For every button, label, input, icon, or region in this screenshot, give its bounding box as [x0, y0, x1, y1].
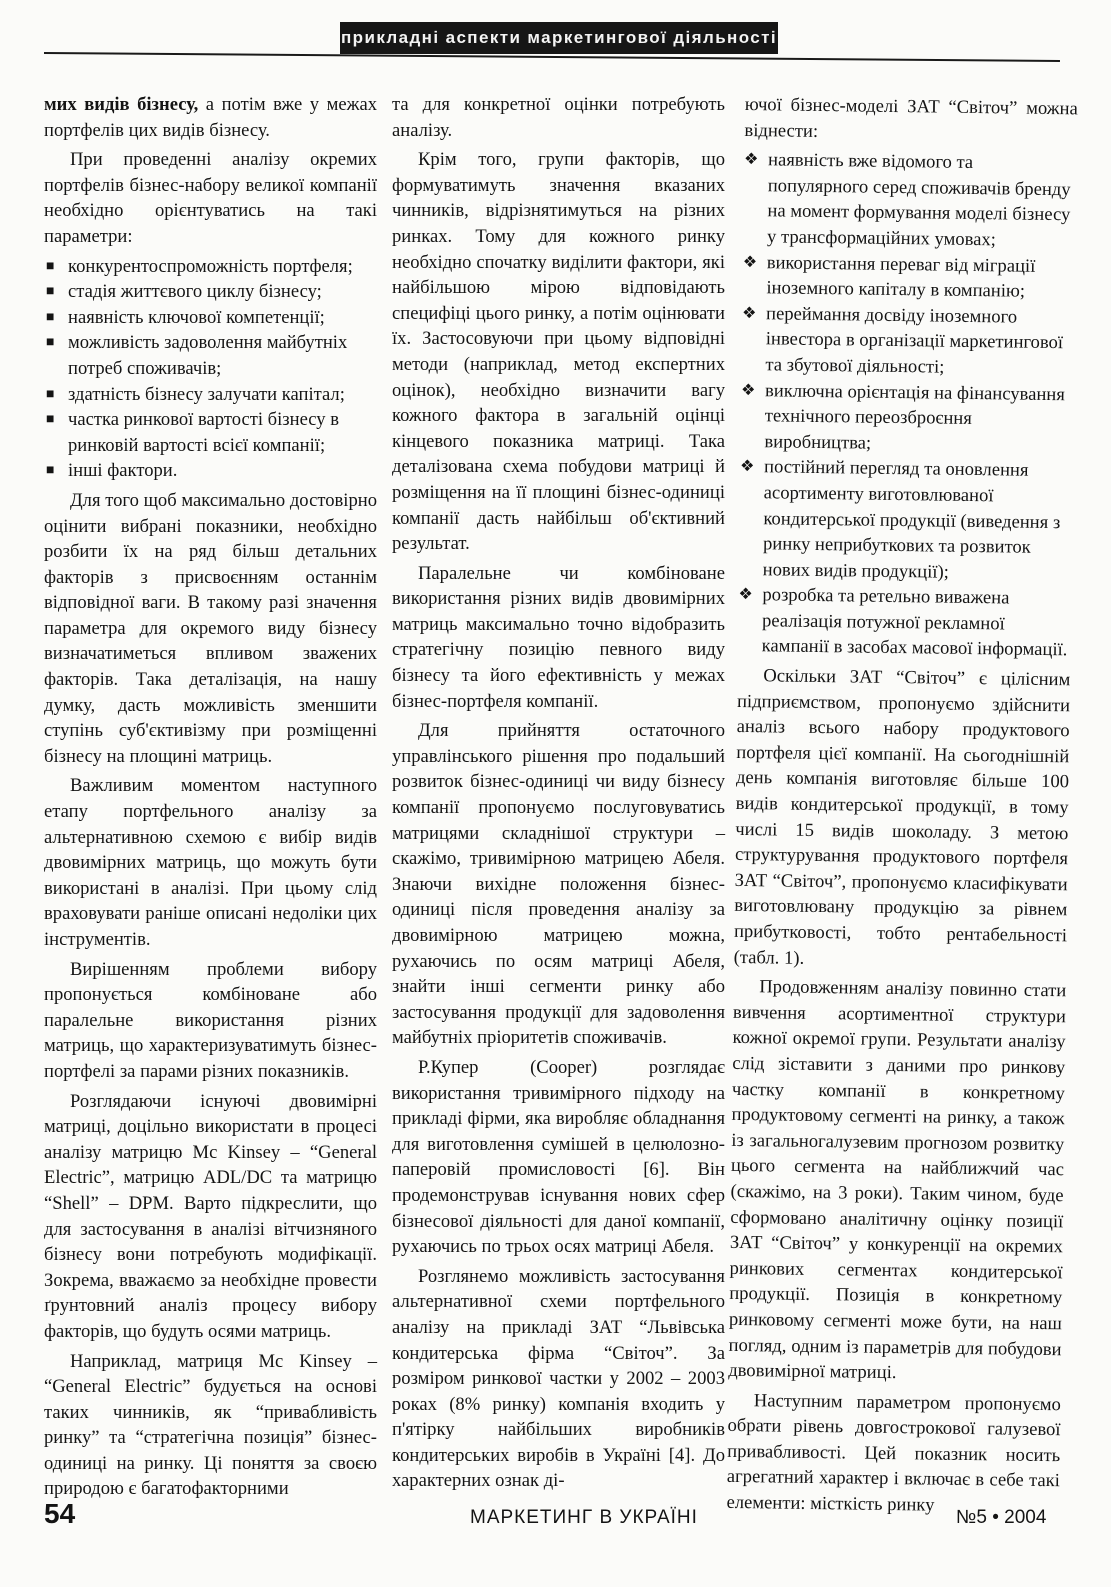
- list-item-text: частка ринкової вартості бізнесу в ринковій вартості всієї компанії;: [68, 409, 340, 456]
- paragraph: Вирішенням проблеми вибору пропонується комбіноване або паралельне використання різних матриць, що характеризуватимуть бізнес-портфелі за парами різних показників.: [44, 958, 377, 1082]
- diamond-bullet-icon: ❖: [739, 458, 755, 476]
- paragraph: Наступним параметром пропонуємо обрати рівень довгострокової галузевої привабливості. Цей показник носить агрегатний характер і включає в себе такі елементи: місткість ринку: [726, 1389, 1061, 1516]
- column-2: [392, 92, 725, 1492]
- square-bullet-icon: ■: [46, 258, 55, 274]
- bullet-list: [738, 147, 1078, 663]
- text: а потім вже у межах портфелів цих видів бізнесу.: [44, 94, 377, 141]
- paragraph: Крім того, групи факторів, що формуватимуть значення вказаних чинників, відрізнятимуться на різних ринках. Тому для кожного ринку необхідно спочатку виділити фактори, які найбільшою мірою відповідають специфіці цього ринку, а потім оцінювати їх. Застосовуючи при цьому відповідні методи (наприклад, метод експертних оцінок), необхідно визначити вагу кожного фактора в загальній оцінці кінцевого показника матриці. Така деталізована схема побудови матриці й розміщення на її площині бізнес-одиниці компанії дасть найбільш об'єктивний результат.: [392, 149, 725, 555]
- square-bullet-icon: ■: [46, 284, 55, 300]
- diamond-bullet-icon: ❖: [738, 586, 753, 604]
- list-item: [739, 454, 1074, 586]
- list-item: [743, 147, 1077, 254]
- paragraph: [44, 92, 377, 143]
- list-item: [44, 254, 377, 280]
- list-item: [44, 382, 377, 408]
- section-header: прикладні аспекти маркетингової діяльності: [340, 22, 778, 54]
- issue-info: №5 • 2004: [956, 1507, 1047, 1528]
- list-item-text: розробка та ретельно виважена реалізація потужної рекламної кампанії в засобах масової інформації.: [761, 584, 1068, 661]
- list-item-text: виключна орієнтація на фінансування технічного переозброєння виробництва;: [764, 379, 1066, 454]
- square-bullet-icon: ■: [46, 309, 55, 325]
- square-bullet-icon: ■: [46, 463, 55, 479]
- paragraph: Для того щоб максимально достовірно оцінити вибрані показники, необхідно розбити їх на ряд більш детальних факторів з присвоєнням останнім відповідної ваги. В такому разі значення параметра для окремого виду бізнесу визначатиметься впливом зважених факторів. Така деталізація, на нашу думку, дасть можливість зменшити ступінь суб'єктивізму при розміщенні бізнесу на площині матриць.: [44, 489, 377, 767]
- list-item-text: можливість задоволення майбутніх потреб споживачів;: [68, 332, 348, 379]
- list-item: [44, 305, 377, 331]
- list-item-text: переймання досвіду іноземного інвестора в організації маркетингової та збутової діяльності;: [765, 303, 1064, 378]
- bullet-list: [44, 254, 377, 484]
- list-item-text: стадія життєвого циклу бізнесу;: [68, 281, 322, 303]
- paragraph: Для прийняття остаточного управлінського рішення про подальший розвиток бізнес-одиниці чи виду бізнесу компанії пропонуємо послуговуватись матрицями складнішої структури – скажімо, тривимірною матрицею Абеля. Знаючи вихідне положення бізнес-одиниці після проведення аналізу за двовимірною матрицею можна, рухаючись по осям матриці Абеля, знайти інші сегменти ринку або застосування продукції для задоволення майбутніх пріоритетів споживачів.: [392, 720, 725, 1049]
- paragraph: Паралельне чи комбіноване використання різних видів двовимірних матриць максимально точно відобразить стратегічну позицію певного виду бізнесу та його ефективність у межах бізнес-портфеля компанії.: [392, 562, 725, 712]
- square-bullet-icon: ■: [46, 412, 55, 428]
- list-item-text: постійний перегляд та оновлення асортименту виготовлюваної кондитерської продукції (виведення з ринку неприбуткових та розвиток нових видів продукції);: [762, 456, 1061, 583]
- paragraph: та для конкретної оцінки потребують аналізу.: [392, 94, 725, 141]
- list-item-text: використання переваг від міграції іноземного капіталу в компанію;: [766, 251, 1036, 302]
- bold-text: мих видів бізнесу,: [44, 94, 199, 115]
- diamond-bullet-icon: ❖: [741, 304, 757, 322]
- list-item: [742, 250, 1076, 306]
- paragraph: Важливим моментом наступного етапу портфельного аналізу за альтернативною схемою є вибір видів двовимірних матриць, що можуть бути використані в аналізі. При цьому слід враховувати раніше описані недоліки цих інструментів.: [44, 775, 377, 950]
- list-item: [44, 458, 377, 484]
- list-item: [741, 301, 1075, 382]
- column-1: [44, 92, 377, 1500]
- list-item-text: конкурентоспроможність портфеля;: [68, 255, 353, 277]
- diamond-bullet-icon: ❖: [740, 381, 756, 399]
- diamond-bullet-icon: ❖: [742, 253, 758, 271]
- list-item: [738, 582, 1072, 663]
- paragraph: Продовженням аналізу повинно стати вивчення асортиментної структури кожної окремої групи. Результати аналізу слід зіставити з даними про ринкову частку компанії в конкретному продуктовому сегменті на ринку, а також із загальногалузевим прогнозом розвитку цього сегмента на найближчий час (скажімо, на 3 роки). Таким чином, буде сформовано аналітичну оцінку позиції ЗАТ “Світоч” у конкуренції на окремих ринкових сегментах кондитерської продукції. Позиція в конкретному ринковому сегменті може бути, на наш погляд, одним із параметрів для побудови двовимірної матриці.: [728, 976, 1067, 1384]
- paragraph: При проведенні аналізу окремих портфелів бізнес-набору великої компанії необхідно орієнтуватись на такі параметри:: [44, 149, 377, 247]
- paragraph: Наприклад, матриця Mc Kinsey – “General Electric” будується на основі таких чинників, як “привабливість ринку” та “стратегічна позиція” бізнес-одиниці на ринку. Ці поняття за своєю природою є багатофакторними: [44, 1350, 377, 1500]
- page-number: 54: [44, 1498, 76, 1529]
- paragraph: Р.Купер (Cooper) розглядає використання тривимірного підходу на прикладі фірми, яка виробляє обладнання для виготовлення сумішей в целюлозно-паперовій промисловості [6]. Він продемонстрував існування нових сфер бізнесової діяльності для даної компанії, рухаючись по трьох осях матриці Абеля.: [392, 1056, 725, 1258]
- paragraph: ючої бізнес-моделі ЗАТ “Світоч” можна віднести:: [744, 93, 1078, 142]
- list-item: [740, 378, 1074, 459]
- list-item-text: наявність вже відомого та популярного серед споживачів бренду на момент формування моделі бізнесу у трансформаційних умовах;: [766, 149, 1071, 251]
- list-item: [44, 407, 377, 458]
- list-item-text: здатність бізнесу залучати капітал;: [68, 383, 345, 405]
- list-item-text: наявність ключової компетенції;: [68, 306, 325, 328]
- paragraph: Оскільки ЗАТ “Світоч” є цілісним підприємством, пропонуємо здійснити аналіз всього набору продуктового портфеля цієї компанії. На сьогоднішній день компанія виготовляє більше 100 видів кондитерської продукції, в тому числі 15 видів шоколаду. З метою структурування продуктового портфеля ЗАТ “Світоч”, пропонуємо класифікувати виготовлювану продукцію за рівнем прибутковості, тобто рентабельності (табл. 1).: [733, 665, 1071, 969]
- diamond-bullet-icon: ❖: [744, 151, 759, 169]
- paragraph: Розглянемо можливість застосування альтернативної схеми портфельного аналізу на прикладі ЗАТ “Львівська кондитерська фірма “Світоч”. За розміром ринкової частки у 2002 – 2003 роках (8% ринку) компанія входить у п'ятірку найбільших виробників кондитерських виробів в Україні [4]. До характерних ознак ді-: [392, 1265, 725, 1492]
- square-bullet-icon: ■: [46, 335, 55, 351]
- list-item: [44, 279, 377, 305]
- square-bullet-icon: ■: [46, 386, 55, 402]
- paragraph: Розглядаючи існуючі двовимірні матриці, доцільно використати в процесі аналізу матрицю Mc Kinsey – “General Electric”, матрицю ADL/DC та матрицю “Shell” – DPM. Варто підкреслити, що для застосування в аналізі вітчизняного бізнесу вони потребують модифікації. Зокрема, вважаємо за необхідне провести ґрунтовний аналіз процесу вибору факторів, що будуть осями матриць.: [44, 1090, 377, 1342]
- journal-title: МАРКЕТИНГ В УКРАЇНІ: [470, 1507, 698, 1528]
- list-item-text: інші фактори.: [68, 460, 178, 482]
- column-3: [726, 92, 1078, 1516]
- list-item: [44, 330, 377, 381]
